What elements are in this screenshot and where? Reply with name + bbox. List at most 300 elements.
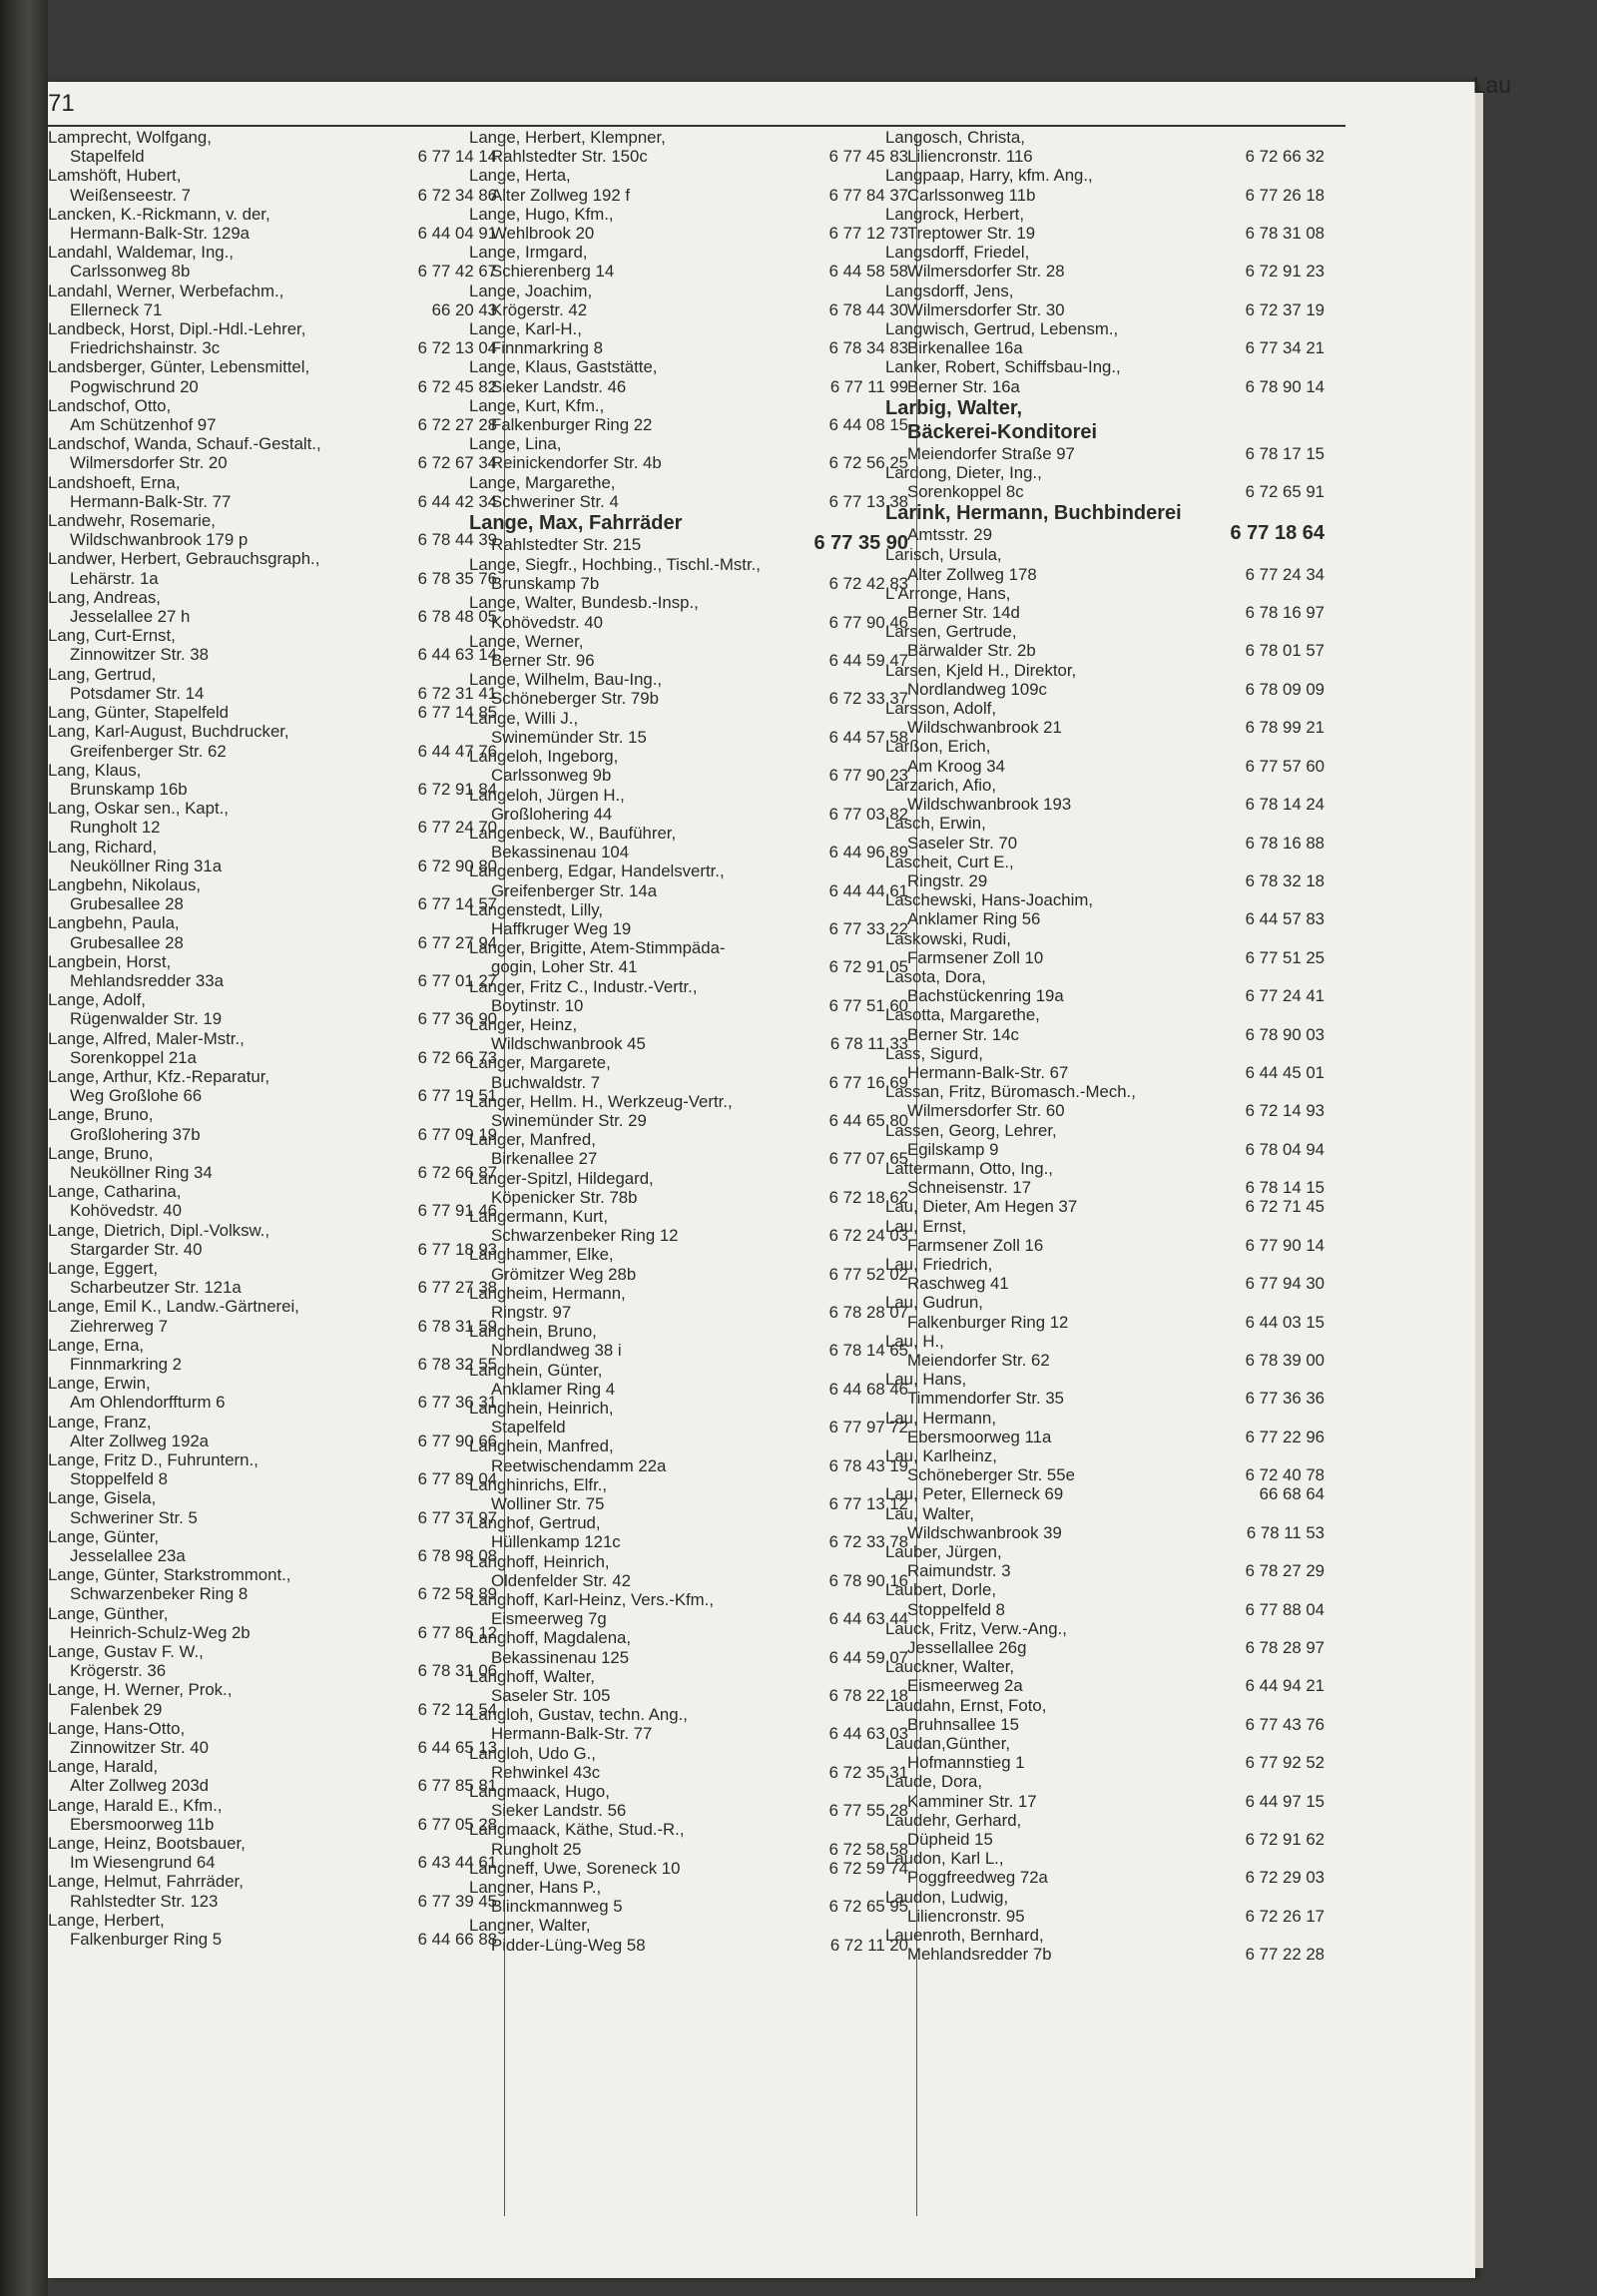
- entry-name: [885, 661, 1240, 699]
- entry-address: Swinemünder Str. 15: [491, 727, 647, 747]
- entry-name-line: Lau, Dieter, Am Hegen 37: [885, 1197, 1078, 1217]
- entry-address: Carlssonweg 8b: [70, 262, 191, 282]
- entry-name-line: Laudan,Günther,: [885, 1734, 1011, 1754]
- entry-phone-number: 6 77 36 90: [417, 1009, 497, 1029]
- entry-name-line: Langosch, Christa,: [885, 128, 1025, 147]
- entry-name-line: Lange, Joachim,: [469, 281, 593, 300]
- directory-entry: [885, 853, 1325, 890]
- entry-name-line: Lange, Max, Fahrräder: [469, 512, 683, 535]
- entry-name: [48, 1029, 412, 1067]
- entry-address: Weißenseestr. 7: [70, 185, 191, 205]
- directory-entry: [469, 1092, 908, 1130]
- entry-name: [885, 1217, 1240, 1255]
- entry-phone-number: 6 77 51 60: [828, 995, 908, 1015]
- directory-entry: [469, 1705, 908, 1743]
- entry-name: [469, 555, 823, 593]
- entry-phone-number: 6 77 14 14: [417, 147, 497, 167]
- entry-phone-number: 6 72 71 45: [1245, 1197, 1325, 1217]
- entry-name: [469, 1361, 823, 1399]
- entry-name: [48, 1872, 412, 1910]
- entry-name: [885, 1484, 1254, 1503]
- entry-name-line: Larsen, Kjeld H., Direktor,: [885, 660, 1077, 680]
- directory-entry: [885, 545, 1325, 583]
- entry-address: Mehlandsredder 33a: [70, 970, 224, 990]
- entry-phone-number: 6 77 89 04: [417, 1469, 497, 1489]
- entry-name-line: Langermann, Kurt,: [469, 1206, 608, 1226]
- entry-phone-number: 6 72 58 58: [828, 1839, 908, 1859]
- entry-name-line: Langer, Hellm. H., Werkzeug-Vertr.,: [469, 1091, 733, 1111]
- directory-entry: [469, 243, 908, 281]
- directory-entry: [885, 463, 1325, 501]
- directory-entry: [469, 357, 908, 395]
- entry-name: [48, 1604, 412, 1642]
- directory-entry: [885, 1197, 1325, 1216]
- entry-phone-number: 6 77 18 93: [417, 1239, 497, 1259]
- entry-phone-number: 6 77 09 19: [417, 1124, 497, 1144]
- directory-entry: [48, 1259, 497, 1297]
- entry-phone-number: 6 77 94 30: [1245, 1274, 1325, 1294]
- entry-address: Grubesallee 28: [70, 894, 184, 914]
- entry-address: Pidder-Lüng-Weg 58: [491, 1935, 646, 1955]
- directory-entry: [469, 900, 908, 938]
- entry-address: Alter Zollweg 192 f: [491, 185, 630, 205]
- entry-phone-number: 6 77 24 41: [1245, 986, 1325, 1006]
- directory-entry: [469, 1207, 908, 1245]
- entry-name: [885, 1696, 1240, 1734]
- entry-phone-number: 6 78 27 29: [1245, 1561, 1325, 1581]
- entry-name-line: Lau, H.,: [885, 1331, 944, 1351]
- entry-name: [48, 1105, 412, 1143]
- entry-name-line: Lange, Eggert,: [48, 1258, 159, 1278]
- entry-phone-number: 6 78 34 83: [828, 338, 908, 358]
- directory-entry: [885, 1217, 1325, 1255]
- entry-name-line: Langbehn, Paula,: [48, 913, 180, 933]
- entry-name-line: Lange, Harald E., Kfm.,: [48, 1795, 223, 1815]
- directory-entry: [885, 1772, 1325, 1810]
- directory-entry: [48, 1488, 497, 1526]
- directory-entry: [885, 357, 1325, 395]
- page-number: 71: [48, 90, 75, 117]
- entry-address: Rahlstedter Str. 123: [70, 1891, 219, 1911]
- directory-entry: [469, 709, 908, 747]
- entry-phone-number: 6 44 66 88: [417, 1930, 497, 1950]
- entry-name: [48, 473, 412, 511]
- directory-entry: [48, 1757, 497, 1795]
- entry-phone-number: 6 78 16 97: [1245, 603, 1325, 623]
- entry-name-line: Lange, Lina,: [469, 434, 562, 454]
- entry-address: Reinickendorfer Str. 4b: [491, 453, 662, 473]
- directory-entry: [885, 929, 1325, 967]
- directory-entry: [469, 1628, 908, 1666]
- entry-name: [48, 1221, 412, 1259]
- entry-name-line: Langeloh, Jürgen H.,: [469, 785, 625, 805]
- directory-entry: [885, 584, 1325, 622]
- entry-name: [469, 357, 824, 395]
- entry-name-line: Lauenroth, Bernhard,: [885, 1926, 1044, 1946]
- entry-address: Liliencronstr. 116: [907, 147, 1033, 167]
- entry-phone-number: 6 44 57 83: [1245, 909, 1325, 929]
- entry-address: Carlssonweg 11b: [907, 185, 1036, 205]
- directory-entry: [48, 1911, 497, 1949]
- entry-name-line: Langhein, Bruno,: [469, 1322, 597, 1342]
- entry-name-line: Langeloh, Ingeborg,: [469, 747, 619, 767]
- directory-entry: [48, 990, 497, 1028]
- directory-entry: [885, 1082, 1325, 1120]
- entry-phone-number: 6 44 59 07: [828, 1647, 908, 1667]
- directory-entry: [885, 814, 1325, 852]
- directory-entry: [469, 1436, 908, 1474]
- entry-name: [48, 357, 412, 395]
- entry-name-line: Langloh, Udo G.,: [469, 1743, 596, 1763]
- entry-name: [469, 1015, 824, 1053]
- entry-name: [48, 1336, 412, 1374]
- entry-address: Rungholt 12: [70, 818, 161, 838]
- entry-name-line: Lamshöft, Hubert,: [48, 166, 182, 186]
- entry-phone-number: 6 78 44 39: [417, 530, 497, 550]
- directory-entry: [48, 1604, 497, 1642]
- entry-phone-number: 6 44 59 47: [828, 651, 908, 671]
- entry-address: Ellerneck 71: [70, 299, 163, 319]
- entry-name-line: Landwehr, Rosemarie,: [48, 511, 216, 531]
- entry-phone-number: 6 77 27 94: [417, 932, 497, 952]
- entry-address: Ziehrerweg 7: [70, 1316, 168, 1336]
- entry-name-line: Lange, Dietrich, Dipl.-Volksw.,: [48, 1220, 269, 1240]
- directory-entry: [885, 205, 1325, 243]
- entry-name: [469, 1130, 823, 1168]
- entry-address: Berner Str. 96: [491, 651, 595, 671]
- directory-entry: [885, 1121, 1325, 1159]
- entry-name: [48, 1719, 412, 1757]
- entry-name-line: Langenbeck, W., Bauführer,: [469, 823, 677, 843]
- entry-name-line: Laudon, Karl L.,: [885, 1849, 1004, 1869]
- entry-name: [48, 1527, 412, 1565]
- entry-phone-number: 6 44 45 01: [1245, 1062, 1325, 1082]
- entry-name-line: Lanker, Robert, Schiffsbau-Ing.,: [885, 357, 1121, 377]
- directory-entry: [885, 1159, 1325, 1197]
- entry-name-line: Langbein, Horst,: [48, 951, 172, 971]
- entry-address: Großlohering 37b: [70, 1124, 201, 1144]
- entry-address: Finnmarkring 8: [491, 338, 603, 358]
- entry-name-line: Langwisch, Gertrud, Lebensm.,: [885, 319, 1119, 339]
- entry-name-line: Lauber, Jürgen,: [885, 1542, 1002, 1562]
- entry-name-line: Lange, Karl-H.,: [469, 319, 582, 339]
- entry-name: [469, 1820, 823, 1858]
- entry-address: Krögerstr. 36: [70, 1661, 167, 1681]
- entry-phone-number: 6 72 91 62: [1245, 1830, 1325, 1850]
- entry-phone-number: 6 72 35 31: [828, 1762, 908, 1782]
- entry-name-line: Landbeck, Horst, Dipl.-Hdl.-Lehrer,: [48, 319, 306, 339]
- entry-phone-number: 6 77 01 27: [417, 970, 497, 990]
- entry-phone-number: 6 44 97 15: [1245, 1791, 1325, 1811]
- entry-address: Hermann-Balk-Str. 77: [491, 1724, 653, 1744]
- directory-entry: [885, 282, 1325, 319]
- entry-name: [885, 1811, 1240, 1849]
- entry-name: [48, 875, 412, 913]
- directory-entry: [469, 1782, 908, 1820]
- entry-phone-number: 6 78 90 03: [1245, 1024, 1325, 1044]
- entry-address: Egilskamp 9: [907, 1139, 999, 1159]
- entry-name: [885, 1332, 1240, 1370]
- entry-address: Eismeerweg 2a: [907, 1676, 1023, 1696]
- entry-phone-number: 6 44 42 34: [417, 491, 497, 511]
- entry-address: Anklamer Ring 4: [491, 1379, 616, 1399]
- entry-address: Timmendorfer Str. 35: [907, 1389, 1064, 1409]
- entry-phone-number: 6 44 08 15: [828, 415, 908, 435]
- entry-name-line: Laudehr, Gerhard,: [885, 1810, 1022, 1830]
- entry-name: [469, 1878, 823, 1916]
- entry-address: Großlohering 44: [491, 804, 613, 824]
- entry-name: [885, 166, 1240, 204]
- directory-entry: [885, 1580, 1325, 1618]
- directory-entry: [469, 1820, 908, 1858]
- entry-name-line: Lange, Hans-Otto,: [48, 1718, 186, 1738]
- entry-name: [885, 357, 1240, 395]
- entry-name-line: Langner, Walter,: [469, 1916, 591, 1936]
- entry-name: [885, 1197, 1240, 1216]
- entry-name: [48, 205, 412, 243]
- entry-address: Brunskamp 16b: [70, 779, 188, 799]
- entry-name: [48, 665, 412, 703]
- entry-address: gogin, Loher Str. 41: [491, 957, 638, 977]
- directory-entry: [885, 1005, 1325, 1043]
- entry-address: Falenbek 29: [70, 1699, 163, 1719]
- entry-name: [469, 1207, 823, 1245]
- entry-name: [48, 1565, 412, 1603]
- entry-address: Wildschwanbrook 39: [907, 1522, 1062, 1542]
- entry-name: [885, 1772, 1240, 1810]
- entry-name: [469, 786, 823, 824]
- directory-entry: [885, 319, 1325, 357]
- entry-name: [48, 396, 412, 434]
- entry-name-line: Lang, Karl-August, Buchdrucker,: [48, 722, 289, 742]
- directory-entry: [48, 799, 497, 837]
- entry-name-line: Landahl, Waldemar, Ing.,: [48, 243, 234, 263]
- directory-entry: [48, 1297, 497, 1335]
- entry-address: Wildschwanbrook 21: [907, 718, 1062, 738]
- header-rule: [48, 125, 1345, 127]
- directory-entry: [48, 1642, 497, 1680]
- entry-name-line: Langhof, Gertrud,: [469, 1513, 601, 1533]
- directory-entry: [885, 501, 1325, 545]
- entry-phone-number: 6 78 44 30: [828, 299, 908, 319]
- entry-name-line: Lamprecht, Wolfgang,: [48, 128, 212, 147]
- entry-phone-number: 6 72 27 28: [417, 415, 497, 435]
- entry-name-line: Landshoeft, Erna,: [48, 472, 181, 492]
- directory-entry: [469, 786, 908, 824]
- entry-address: Potsdamer Str. 14: [70, 683, 205, 703]
- entry-name-line: Langhinrichs, Elfr.,: [469, 1474, 608, 1494]
- entry-name: [469, 1399, 823, 1436]
- entry-name: [469, 1744, 823, 1782]
- entry-name: [48, 1642, 412, 1680]
- entry-phone-number: 6 72 91 05: [828, 957, 908, 977]
- entry-phone-number: 6 72 58 89: [417, 1584, 497, 1604]
- entry-address: Meiendorfer Str. 62: [907, 1350, 1050, 1370]
- entry-address: Rügenwalder Str. 19: [70, 1009, 223, 1029]
- entry-address: Schwarzenbeker Ring 12: [491, 1226, 679, 1246]
- directory-entry: [469, 1859, 908, 1878]
- entry-name: [885, 929, 1240, 967]
- entry-phone-number: 6 77 43 76: [1245, 1714, 1325, 1734]
- entry-phone-number: 6 78 14 24: [1245, 795, 1325, 815]
- directory-entry: [48, 166, 497, 204]
- entry-name: [469, 1859, 823, 1878]
- directory-entry: [469, 128, 908, 166]
- entry-address: Farmsener Zoll 10: [907, 947, 1044, 967]
- directory-entry: [469, 1744, 908, 1782]
- entry-name-line: Lange, Gisela,: [48, 1488, 157, 1508]
- entry-phone-number: 6 72 31 41: [417, 683, 497, 703]
- entry-address: Alter Zollweg 178: [907, 564, 1037, 584]
- entry-address: Wilmersdorfer Str. 20: [70, 453, 228, 473]
- entry-phone-number: 6 44 03 15: [1245, 1312, 1325, 1332]
- entry-phone-number: 6 77 22 28: [1245, 1945, 1325, 1965]
- entry-name: [48, 1796, 412, 1834]
- directory-entry: [469, 824, 908, 861]
- entry-address: Birkenallee 27: [491, 1149, 598, 1169]
- entry-name: [469, 709, 823, 747]
- entry-address: Grubesallee 28: [70, 932, 184, 952]
- entry-phone-number: 6 78 11 33: [829, 1034, 908, 1054]
- entry-name: [48, 1757, 412, 1795]
- entry-name: [885, 545, 1240, 583]
- entry-name-line: Lasota, Dora,: [885, 966, 986, 986]
- entry-name-line: Langer-Spitzl, Hildegard,: [469, 1168, 654, 1188]
- entry-name: [885, 1409, 1240, 1446]
- entry-name: [885, 1005, 1240, 1043]
- entry-address: Rehwinkel 43c: [491, 1762, 601, 1782]
- entry-address: Wildschwanbrook 45: [491, 1034, 646, 1054]
- entry-address: Hermann-Balk-Str. 67: [907, 1062, 1069, 1082]
- entry-name: [469, 977, 823, 1015]
- entry-name: [48, 952, 412, 990]
- entry-address: Sorenkoppel 8c: [907, 482, 1024, 502]
- directory-entry: [469, 1053, 908, 1091]
- entry-address: Wildschwanbrook 193: [907, 795, 1072, 815]
- entry-name: [48, 722, 412, 760]
- entry-address: Finnmarkring 2: [70, 1355, 182, 1374]
- entry-address: Köpenicker Str. 78b: [491, 1187, 638, 1207]
- entry-phone-number: 6 44 04 91: [417, 224, 497, 244]
- entry-name-line: Lang, Andreas,: [48, 587, 161, 607]
- entry-address: Im Wiesengrund 64: [70, 1853, 216, 1873]
- entry-address: Rahlstedter Str. 150c: [491, 147, 648, 167]
- entry-address: Berner Str. 14d: [907, 603, 1020, 623]
- entry-address: Eismeerweg 7g: [491, 1609, 607, 1629]
- entry-phone-number: 6 77 11 99: [829, 376, 908, 396]
- entry-phone-number: 6 77 55 28: [828, 1801, 908, 1821]
- entry-phone-number: 6 72 90 80: [417, 856, 497, 875]
- directory-entry: [48, 549, 497, 587]
- entry-phone-number: 6 77 92 52: [1245, 1753, 1325, 1773]
- entry-name: [885, 396, 1319, 444]
- entry-name: [885, 1255, 1240, 1293]
- entry-name-line: Langbehn, Nikolaus,: [48, 874, 202, 894]
- entry-name-line: Langhoff, Karl-Heinz, Vers.-Kfm.,: [469, 1590, 714, 1610]
- entry-name: [48, 243, 412, 281]
- directory-entry: [48, 434, 497, 472]
- entry-name-line: Lange, Günther,: [48, 1603, 169, 1623]
- directory-entry: [885, 1504, 1325, 1542]
- entry-name-line: Lau, Friedrich,: [885, 1254, 993, 1274]
- entry-name-line: Lauck, Fritz, Verw.-Ang.,: [885, 1618, 1067, 1638]
- entry-name: [885, 1044, 1240, 1082]
- entry-name-line: Lang, Günter, Stapelfeld: [48, 703, 229, 723]
- entry-name: [469, 1245, 823, 1283]
- entry-name: [885, 622, 1240, 660]
- entry-address: Carlssonweg 9b: [491, 766, 612, 786]
- entry-name-line: Larisch, Ursula,: [885, 545, 1002, 565]
- entry-name: [885, 128, 1240, 166]
- entry-phone-number: 6 72 91 23: [1245, 262, 1325, 282]
- entry-name-line: L'Arronge, Hans,: [885, 583, 1011, 603]
- entry-name-line: Larink, Hermann, Buchbinderei: [885, 502, 1182, 525]
- entry-address: Lehärstr. 1a: [70, 568, 159, 588]
- directory-column-1: [48, 128, 497, 2184]
- entry-address: Alter Zollweg 203d: [70, 1776, 209, 1796]
- entry-name-line: Langer, Manfred,: [469, 1130, 596, 1150]
- entry-name-line: Lange, Herta,: [469, 166, 571, 186]
- entry-name-line: Lange, Bruno,: [48, 1143, 154, 1163]
- entry-address: Am Kroog 34: [907, 756, 1005, 776]
- entry-name: [48, 1680, 412, 1718]
- directory-entry: [48, 319, 497, 357]
- entry-address: Ringstr. 29: [907, 870, 988, 890]
- entry-phone-number: 6 72 66 32: [1245, 147, 1325, 167]
- entry-name-line: Lange, Herbert,: [48, 1910, 165, 1930]
- entry-address: Wildschwanbrook 179 p: [70, 530, 249, 550]
- entry-name: [469, 473, 823, 511]
- entry-phone-number: 6 77 45 83: [828, 147, 908, 167]
- directory-entry: [885, 1619, 1325, 1657]
- directory-entry: [469, 1552, 908, 1590]
- entry-phone-number: 6 78 16 88: [1245, 833, 1325, 853]
- entry-phone-number: 6 77 12 73: [828, 224, 908, 244]
- entry-address: Farmsener Zoll 16: [907, 1235, 1044, 1255]
- entry-name-line: Lange, Klaus, Gaststätte,: [469, 357, 658, 377]
- entry-phone-number: 6 77 42 67: [417, 262, 497, 282]
- entry-name-line: Langpaap, Harry, kfm. Ang.,: [885, 166, 1093, 186]
- entry-address: Scharbeutzer Str. 121a: [70, 1278, 242, 1298]
- entry-name-line: Lang, Richard,: [48, 837, 158, 857]
- entry-address: Falkenburger Ring 22: [491, 415, 653, 435]
- directory-entry: [885, 396, 1325, 444]
- entry-name: [48, 282, 426, 319]
- entry-name: [469, 1475, 823, 1513]
- entry-name-line: Lasch, Erwin,: [885, 814, 986, 834]
- directory-entry: [48, 1796, 497, 1834]
- entry-name-line: Langhein, Manfred,: [469, 1436, 614, 1456]
- entry-name-line: Landsberger, Günter, Lebensmittel,: [48, 357, 310, 377]
- directory-entry: [48, 703, 497, 722]
- entry-phone-number: 6 77 84 37: [828, 185, 908, 205]
- entry-phone-number: 6 77 86 12: [417, 1622, 497, 1642]
- entry-phone-number: 6 77 57 60: [1245, 756, 1325, 776]
- directory-entry: [885, 699, 1325, 737]
- entry-name: [48, 511, 412, 549]
- directory-entry: [469, 977, 908, 1015]
- entry-name-line: Langmaack, Hugo,: [469, 1782, 610, 1802]
- directory-entry: [885, 1657, 1325, 1695]
- directory-entry: [48, 1105, 497, 1143]
- entry-name: [469, 282, 823, 319]
- entry-phone-number: 6 77 16 69: [828, 1072, 908, 1092]
- entry-address: Sorenkoppel 21a: [70, 1047, 197, 1067]
- entry-address: Wilmersdorfer Str. 60: [907, 1101, 1065, 1121]
- entry-name-line: Lange, Günter,: [48, 1526, 160, 1546]
- directory-entry: [469, 670, 908, 708]
- entry-address: Wilmersdorfer Str. 28: [907, 262, 1065, 282]
